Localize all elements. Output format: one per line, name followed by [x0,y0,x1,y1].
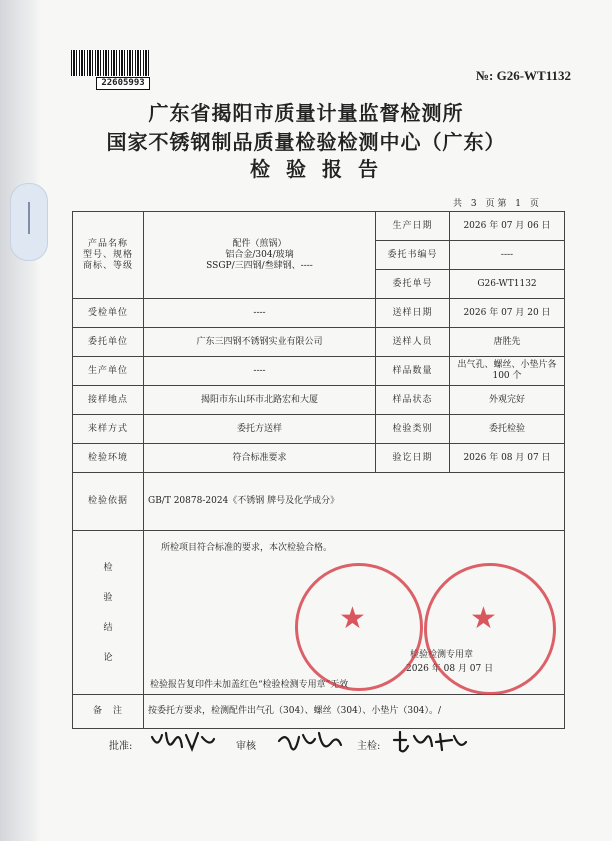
send-date-label: 送样日期 [376,299,450,328]
conclusion-text: 所检项目符合标准的要求，本次检验合格。 [161,543,333,553]
end-date-label: 验讫日期 [376,444,450,473]
product-value: 配件（煎锅） 铝合金/304/玻璃 SSGP/三四钢/叁肆钢、---- [144,212,376,299]
stamp-star-icon: ★ [470,601,497,636]
environment-value: 符合标准要求 [144,444,376,473]
barcode [71,50,149,76]
seal-caption: 检验检测专用章 [410,650,474,660]
chief-signature [390,728,470,756]
center-title: 国家不锈钢制品质量检验检测中心（广东） [106,130,506,154]
seal-date: 2026 年 08 月 07 日 [406,664,494,674]
conclusion-char: 结 [103,622,113,633]
inspected-unit-value: ---- [144,299,376,328]
end-date-value: 2026 年 08 月 07 日 [450,444,565,473]
page-info: 共 3 页第 1 页 [453,199,542,209]
review-signature [275,727,345,757]
conclusion-label [73,531,144,695]
conclusion-char: 验 [103,592,113,603]
basis-value: GB/T 20878-2024《不锈钢 牌号及化学成分》 [144,473,565,531]
conclusion-char: 检 [103,562,113,573]
sampling-place-label: 接样地点 [73,386,144,415]
sender-label: 送样人员 [376,328,450,357]
client-label: 委托单位 [73,328,144,357]
client-value: 广东三四钢不锈钢实业有限公司 [144,328,376,357]
sender-value: 唐胜先 [450,328,565,357]
review-label: 审核 [236,741,256,752]
qty-value: 出气孔、螺丝、小垫片各 100 个 [450,357,565,386]
report-title: 检验报告 [250,157,394,181]
send-date-value: 2026 年 07 月 20 日 [450,299,565,328]
inspection-category-label: 检验类别 [376,415,450,444]
producer-label: 生产单位 [73,357,144,386]
producer-value: ---- [144,357,376,386]
environment-label: 检验环境 [73,444,144,473]
institute-title: 广东省揭阳市质量计量监督检测所 [148,101,464,125]
approve-signature [148,727,218,757]
qty-label: 样品数量 [376,357,450,386]
barcode-number: 22605993 [96,77,150,90]
delivery-method-value: 委托方送样 [144,415,376,444]
product-label: 产品名称 型号、规格 商标、等级 [73,212,144,299]
report-number: №: G26-WT1132 [475,68,571,83]
entrust-no-label: 委托单号 [376,270,450,299]
copy-note: 检验报告复印件未加盖红色“检验检测专用章”无效 [150,680,349,690]
prod-date-value: 2026 年 07 月 06 日 [450,212,565,241]
prod-date-label: 生产日期 [376,212,450,241]
remarks-label: 备 注 [73,695,144,729]
entrust-book-value: ---- [450,241,565,270]
sample-state-value: 外观完好 [450,386,565,415]
remarks-value: 按委托方要求，检测配件出气孔（304）、螺丝（304）、小垫片（304）。/ [144,695,565,729]
basis-label: 检验依据 [73,473,144,531]
delivery-method-label: 来样方式 [73,415,144,444]
stamp-star-icon: ★ [339,601,366,636]
entrust-book-label: 委托书编号 [376,241,450,270]
conclusion-char: 论 [103,652,113,663]
sample-state-label: 样品状态 [376,386,450,415]
inspection-category-value: 委托检验 [450,415,565,444]
chief-label: 主检: [357,741,381,752]
inspected-unit-label: 受检单位 [73,299,144,328]
paper-clip [10,183,48,261]
approve-label: 批准: [109,741,133,752]
entrust-no-value: G26-WT1132 [450,270,565,299]
sampling-place-value: 揭阳市东山环市北路宏和大厦 [144,386,376,415]
